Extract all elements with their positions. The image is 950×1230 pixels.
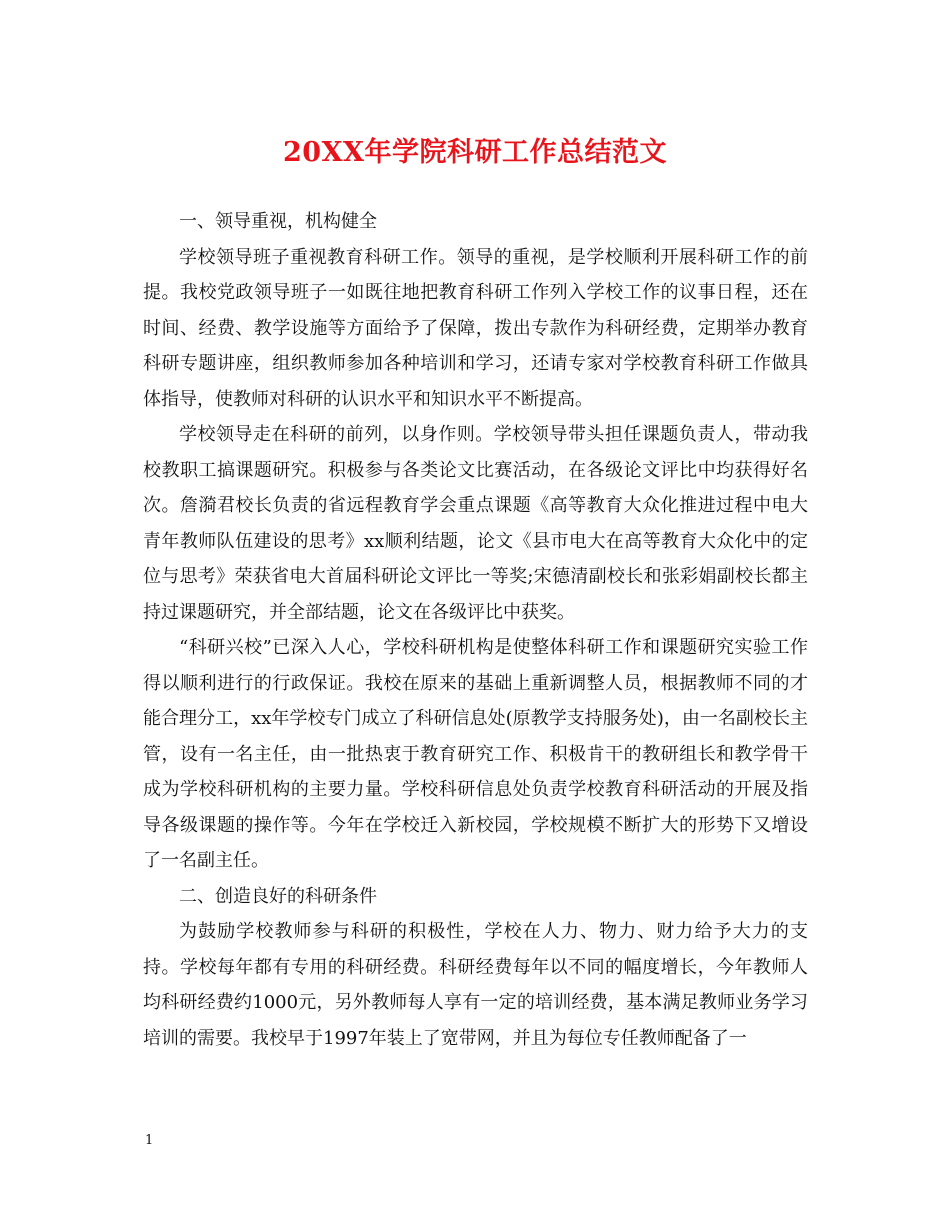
document-title: 20XX年学院科研工作总结范文 (283, 137, 667, 168)
body-paragraph: “科研兴校”已深入人心，学校科研机构是使整体科研工作和课题研究实验工作得以顺利进行的行政保证。我校在原来的基础上重新调整人员，根据教师不同的才能合理分工，xx年学校专门成立了科研信息处(原教学支持服务处)，由一名副校长主管，设有一名主任，由一批热衷于教育研究工作、积极肯干的教研组长和教学骨干成为学校科研机构的主要力量。学校科研信息处负责学校教育科研活动的开展及指导各级课题的操作等。今年在学校迁入新校园，学校规模不断扩大的形势下又增设了一名副主任。 (143, 637, 808, 871)
body-paragraph: 为鼓励学校教师参与科研的积极性，学校在人力、物力、财力给予大力的支持。学校每年都有专用的科研经费。科研经费每年以不同的幅度增长，今年教师人均科研经费约1000元，另外教师每人享有一定的培训经费，基本满足教师业务学习培训的需要。我校早于1997年装上了宽带网，并且为每位专任教师配备了一 (143, 921, 808, 1049)
document-body (143, 204, 808, 1056)
section-heading-1: 一、领导重视，机构健全 (179, 211, 377, 232)
body-paragraph: 学校领导走在科研的前列，以身作则。学校领导带头担任课题负责人，带动我校教职工搞课题研究。积极参与各类论文比赛活动，在各级论文评比中均获得好名次。詹漪君校长负责的省远程教育学会重点课题《高等教育大众化推进过程中电大青年教师队伍建设的思考》xx顺利结题，论文《县市电大在高等教育大众化中的定位与思考》荣获省电大首届科研论文评比一等奖;宋德清副校长和张彩娟副校长都主持过课题研究，并全部结题，论文在各级评比中获奖。 (143, 424, 808, 623)
body-paragraph: 学校领导班子重视教育科研工作。领导的重视，是学校顺利开展科研工作的前提。我校党政领导班子一如既往地把教育科研工作列入学校工作的议事日程，还在时间、经费、教学设施等方面给予了保障，拨出专款作为科研经费，定期举办教育科研专题讲座，组织教师参加各种培训和学习，还请专家对学校教育科研工作做具体指导，使教师对科研的认识水平和知识水平不断提高。 (143, 246, 808, 410)
section-heading-2: 二、创造良好的科研条件 (179, 885, 377, 907)
page-number: 1 (145, 1133, 154, 1148)
